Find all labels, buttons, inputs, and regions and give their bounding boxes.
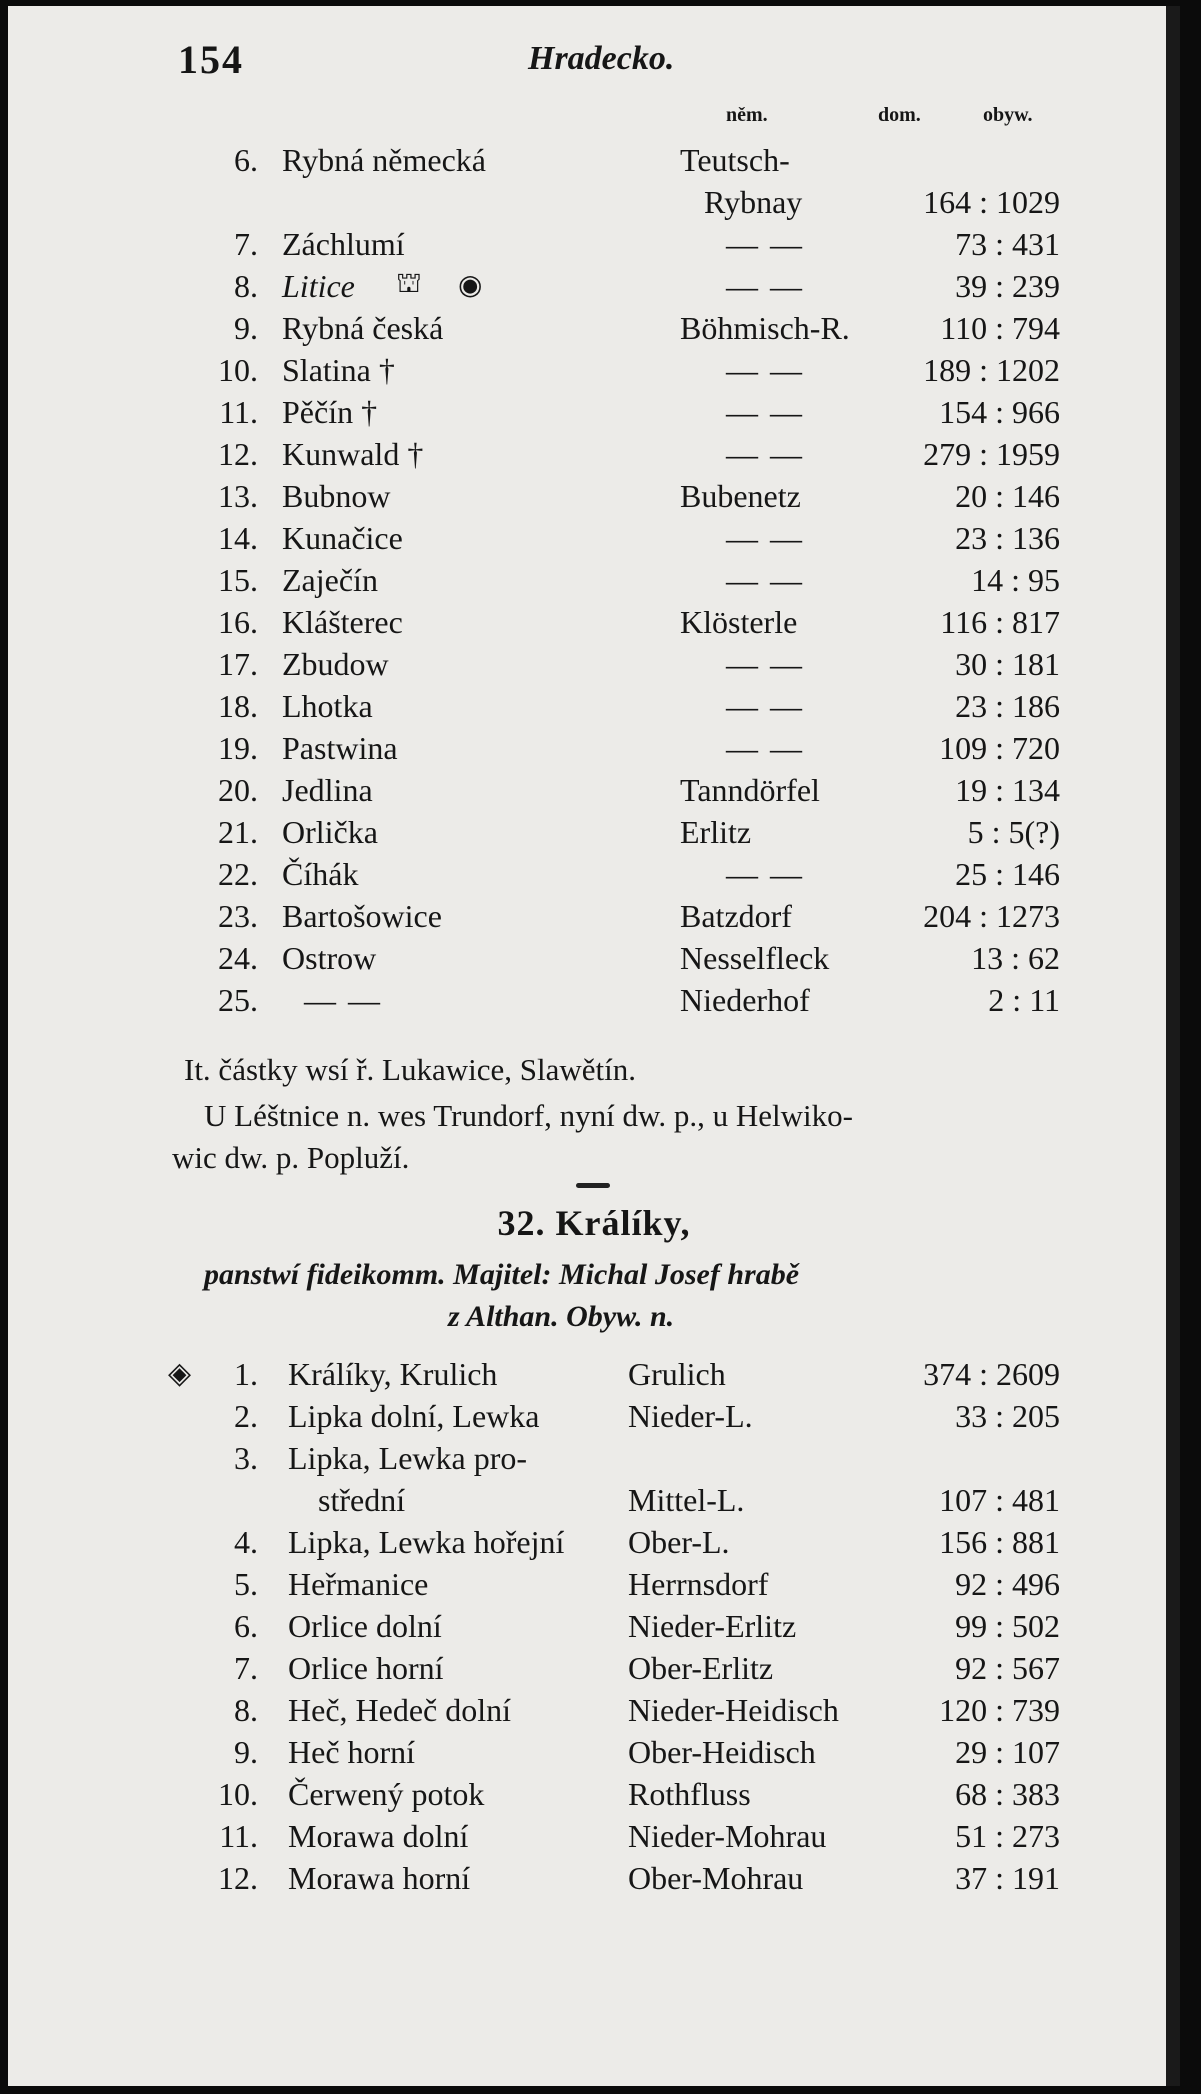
- german-name: Ober-Erlitz: [628, 1650, 774, 1686]
- row-number: 22.: [218, 856, 258, 892]
- czech-name: Králíky, Krulich: [288, 1356, 498, 1392]
- row-number: 3.: [234, 1440, 258, 1476]
- row-number: 23.: [218, 898, 258, 934]
- row-number: 19.: [218, 730, 258, 766]
- czech-name: Zaječín: [282, 562, 378, 598]
- german-name: Rybnay: [704, 184, 803, 220]
- czech-name: Ostrow: [282, 940, 377, 976]
- table-row: [8, 394, 1180, 436]
- table-row: [8, 1860, 1180, 1902]
- table-row: [8, 1650, 1180, 1692]
- house-population: 14 : 95: [971, 562, 1060, 598]
- czech-name: Heč horní: [288, 1734, 416, 1770]
- house-population: 189 : 1202: [923, 352, 1060, 388]
- house-population: 23 : 186: [955, 688, 1060, 724]
- czech-name: Lipka, Lewka pro-: [288, 1440, 528, 1476]
- house-population: 154 : 966: [939, 394, 1060, 430]
- row-number: 5.: [234, 1566, 258, 1602]
- table-row: [8, 1692, 1180, 1734]
- row-number: 4.: [234, 1524, 258, 1560]
- czech-name: Heč, Hedeč dolní: [288, 1692, 512, 1728]
- german-name: Herrnsdorf: [628, 1566, 769, 1602]
- czech-name: Kunwald †: [282, 436, 424, 472]
- row-number: 18.: [218, 688, 258, 724]
- house-population: 13 : 62: [971, 940, 1060, 976]
- table-row: [8, 898, 1180, 940]
- house-population: 279 : 1959: [923, 436, 1060, 472]
- house-population: 20 : 146: [955, 478, 1060, 514]
- row-number: 17.: [218, 646, 258, 682]
- table-row: [8, 772, 1180, 814]
- house-population: 204 : 1273: [923, 898, 1060, 934]
- czech-name: Bubnow: [282, 478, 391, 514]
- house-population: 25 : 146: [955, 856, 1060, 892]
- german-name: Rothfluss: [628, 1776, 751, 1812]
- row-number: 7.: [234, 226, 258, 262]
- section-divider: [576, 1183, 610, 1188]
- czech-name: Bartošowice: [282, 898, 442, 934]
- house-population: 23 : 136: [955, 520, 1060, 556]
- row-number: 1.: [234, 1356, 258, 1392]
- note-line-1: It. částky wsí ř. Lukawice, Slawětín.: [184, 1052, 636, 1087]
- german-name: — —: [726, 268, 804, 304]
- czech-name: Rybná německá: [282, 142, 486, 178]
- german-name: Nieder-Erlitz: [628, 1608, 797, 1644]
- row-number: 6.: [234, 142, 258, 178]
- house-population: 110 : 794: [940, 310, 1060, 346]
- church-icon: ◉: [458, 270, 483, 301]
- german-name: — —: [726, 562, 804, 598]
- table-row: [8, 226, 1180, 268]
- table-row: [8, 142, 1180, 184]
- czech-name: Heřmanice: [288, 1566, 429, 1602]
- page-number: 154: [178, 37, 244, 82]
- table-row: [8, 1818, 1180, 1860]
- column-header-dom: dom.: [878, 104, 921, 126]
- house-population: 33 : 205: [955, 1398, 1060, 1434]
- house-population: 164 : 1029: [923, 184, 1060, 220]
- note-line-2: U Léštnice n. wes Trundorf, nyní dw. p., u Helwiko-: [204, 1098, 853, 1133]
- row-number: 6.: [234, 1608, 258, 1644]
- german-name: — —: [726, 688, 804, 724]
- row-number: 12.: [218, 1860, 258, 1896]
- table-row: [8, 436, 1180, 478]
- section-subtitle-2: z Althan. Obyw. n.: [448, 1300, 675, 1333]
- section-title: 32. Králíky,: [497, 1203, 691, 1243]
- czech-name: Zbudow: [282, 646, 389, 682]
- house-population: 109 : 720: [939, 730, 1060, 766]
- czech-name: Orlička: [282, 814, 378, 850]
- table-row: [8, 1776, 1180, 1818]
- house-population: 107 : 481: [939, 1482, 1060, 1518]
- czech-name: Morawa dolní: [288, 1818, 469, 1854]
- row-number: 10.: [218, 352, 258, 388]
- table-row: [8, 982, 1180, 1024]
- row-number: 24.: [218, 940, 258, 976]
- table-row: [8, 1440, 1180, 1482]
- german-name: Ober-Mohrau: [628, 1860, 804, 1896]
- german-name: — —: [726, 436, 804, 472]
- house-population: 92 : 496: [955, 1566, 1060, 1602]
- german-name: Ober-L.: [628, 1524, 730, 1560]
- book-page: [8, 6, 1180, 2086]
- row-number: 2.: [234, 1398, 258, 1434]
- german-name: — —: [726, 394, 804, 430]
- table-row: [8, 1482, 1180, 1524]
- column-header-obyw: obyw.: [983, 104, 1033, 126]
- table-row: [8, 856, 1180, 898]
- row-number: 20.: [218, 772, 258, 808]
- table-row: [8, 814, 1180, 856]
- czech-name: Orlice dolní: [288, 1608, 442, 1644]
- row-number: 14.: [218, 520, 258, 556]
- row-number: 9.: [234, 310, 258, 346]
- castle-icon: ⛫: [396, 268, 422, 299]
- german-name: Nesselfleck: [680, 940, 830, 976]
- row-number: 8.: [234, 1692, 258, 1728]
- czech-name: Orlice horní: [288, 1650, 444, 1686]
- table-row: [8, 562, 1180, 604]
- german-name: Bubenetz: [680, 478, 801, 514]
- czech-name: Lipka, Lewka hořejní: [288, 1524, 565, 1560]
- czech-name: Slatina †: [282, 352, 395, 388]
- house-population: 156 : 881: [939, 1524, 1060, 1560]
- row-number: 11.: [219, 1818, 258, 1854]
- house-population: 116 : 817: [940, 604, 1060, 640]
- house-population: 19 : 134: [955, 772, 1060, 808]
- row-number: 21.: [218, 814, 258, 850]
- house-population: 374 : 2609: [923, 1356, 1060, 1392]
- czech-name: Litice: [282, 268, 355, 304]
- table-row: [8, 310, 1180, 352]
- german-name: Grulich: [628, 1356, 726, 1392]
- czech-name: Klášterec: [282, 604, 403, 640]
- table-row: [8, 646, 1180, 688]
- czech-name: střední: [318, 1482, 406, 1518]
- czech-name: Pastwina: [282, 730, 398, 766]
- table-row: [8, 730, 1180, 772]
- table-row: [8, 520, 1180, 562]
- row-number: 11.: [219, 394, 258, 430]
- german-name: Niederhof: [680, 982, 810, 1018]
- house-population: 30 : 181: [955, 646, 1060, 682]
- german-name: — —: [726, 730, 804, 766]
- german-name: — —: [726, 352, 804, 388]
- row-number: 9.: [234, 1734, 258, 1770]
- row-number: 25.: [218, 982, 258, 1018]
- czech-name: Pěčín †: [282, 394, 378, 430]
- table-row: [8, 940, 1180, 982]
- house-population: 68 : 383: [955, 1776, 1060, 1812]
- house-population: 37 : 191: [955, 1860, 1060, 1896]
- house-population: 5 : 5(?): [967, 814, 1060, 850]
- house-population: 39 : 239: [955, 268, 1060, 304]
- german-name: Erlitz: [680, 814, 752, 850]
- german-name: — —: [726, 646, 804, 682]
- german-name: — —: [726, 226, 804, 262]
- row-number: 8.: [234, 268, 258, 304]
- note-line-3: wic dw. p. Popluží.: [172, 1140, 410, 1175]
- czech-name: Morawa horní: [288, 1860, 471, 1896]
- row-number: 12.: [218, 436, 258, 472]
- table-row: [8, 1356, 1180, 1398]
- house-population: 2 : 11: [988, 982, 1060, 1018]
- german-name: Nieder-Mohrau: [628, 1818, 827, 1854]
- czech-name: Rybná česká: [282, 310, 444, 346]
- row-number: 7.: [234, 1650, 258, 1686]
- house-population: 92 : 567: [955, 1650, 1060, 1686]
- german-name: — —: [726, 856, 804, 892]
- table-row: [8, 478, 1180, 520]
- table-row: [8, 1566, 1180, 1608]
- table-row: [8, 184, 1180, 226]
- table-row: [8, 1608, 1180, 1650]
- row-number: 15.: [218, 562, 258, 598]
- table-row: [8, 352, 1180, 394]
- german-name: Ober-Heidisch: [628, 1734, 816, 1770]
- german-name: Tanndörfel: [680, 772, 820, 808]
- table-row: [8, 688, 1180, 730]
- table-row: [8, 604, 1180, 646]
- czech-name: Lipka dolní, Lewka: [288, 1398, 540, 1434]
- czech-name: Čerwený potok: [288, 1776, 485, 1812]
- german-name: Nieder-Heidisch: [628, 1692, 839, 1728]
- german-name: — —: [726, 520, 804, 556]
- row-number: 16.: [218, 604, 258, 640]
- column-header-nem: něm.: [726, 104, 768, 126]
- house-population: 73 : 431: [955, 226, 1060, 262]
- czech-name: Kunačice: [282, 520, 403, 556]
- table-row: [8, 1398, 1180, 1440]
- german-name: Batzdorf: [680, 898, 792, 934]
- german-name: Nieder-L.: [628, 1398, 753, 1434]
- czech-name: Číhák: [282, 856, 359, 892]
- table-row: [8, 268, 1180, 310]
- section-subtitle-1: panstwí fideikomm. Majitel: Michal Josef hrabě: [204, 1258, 800, 1291]
- german-name: Teutsch-: [680, 142, 790, 178]
- czech-name: Lhotka: [282, 688, 373, 724]
- row-number: 10.: [218, 1776, 258, 1812]
- czech-name: Záchlumí: [282, 226, 405, 262]
- house-population: 99 : 502: [955, 1608, 1060, 1644]
- table-row: [8, 1524, 1180, 1566]
- house-population: 51 : 273: [955, 1818, 1060, 1854]
- czech-name: — —: [304, 982, 382, 1018]
- house-population: 29 : 107: [955, 1734, 1060, 1770]
- house-population: 120 : 739: [939, 1692, 1060, 1728]
- running-title: Hradecko.: [528, 40, 675, 77]
- german-name: Mittel-L.: [628, 1482, 745, 1518]
- table-row: [8, 1734, 1180, 1776]
- row-number: 13.: [218, 478, 258, 514]
- german-name: Böhmisch-R.: [680, 310, 850, 346]
- german-name: Klösterle: [680, 604, 798, 640]
- czech-name: Jedlina: [282, 772, 373, 808]
- ornament-icon: ◈: [168, 1357, 192, 1390]
